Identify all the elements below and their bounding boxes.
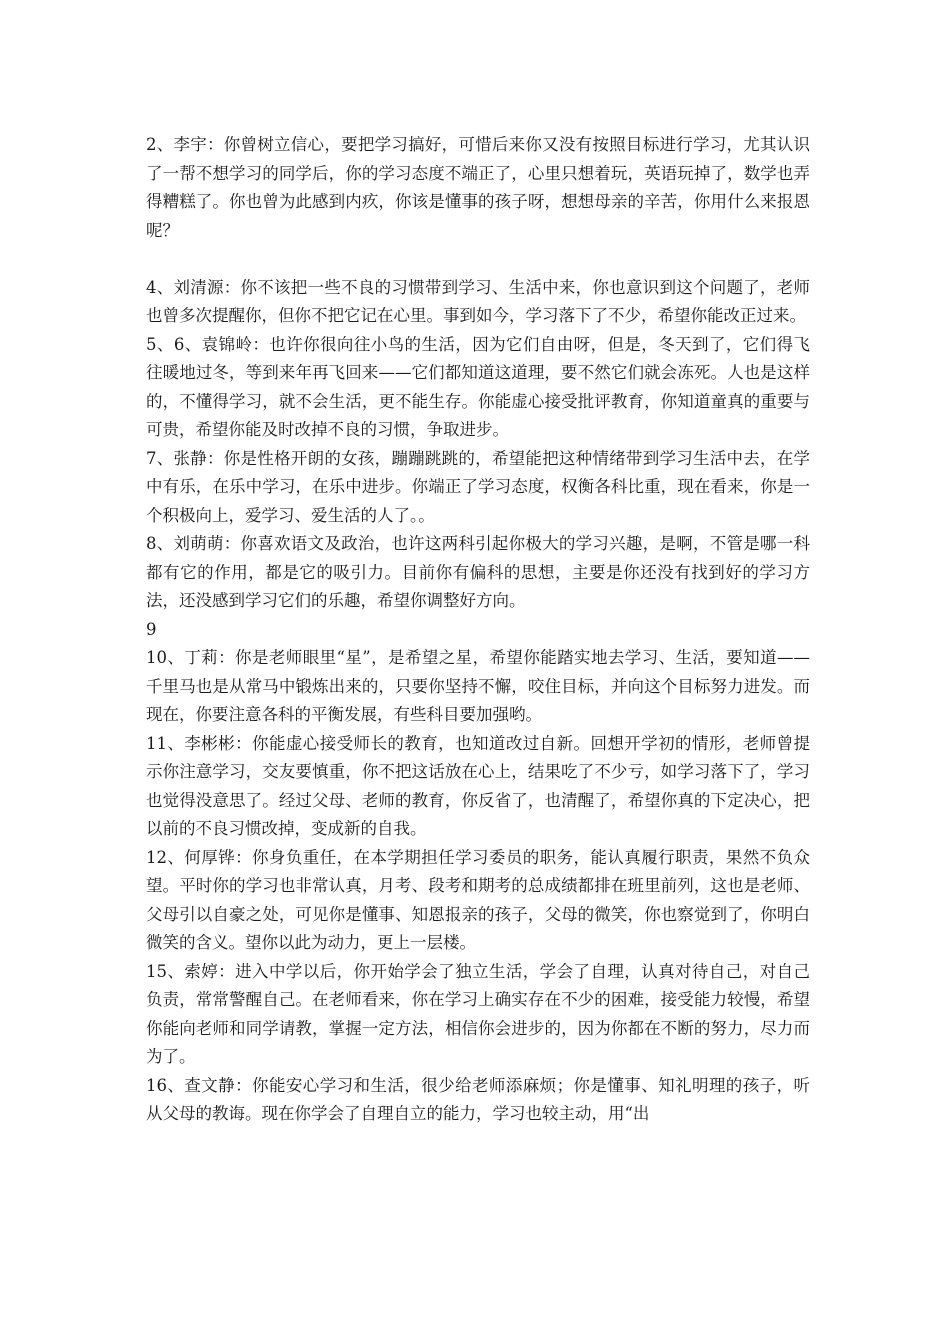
document-body	[146, 131, 810, 1129]
comment-paragraph-4: 4、刘清源：你不该把一些不良的习惯带到学习、生活中来，你也意识到这个问题了，老师也曾多次提醒你，但你不把它记在心里。事到如今，学习落下了不少，希望你能改正过来。	[146, 277, 810, 325]
comment-paragraph-10: 10、丁莉：你是老师眼里“星”，是希望之星，希望你能踏实地去学习、生活，要知道——千里马也是从常马中锻炼出来的，只要你坚持不懈，咬住目标，并向这个目标努力进发。而现在，你要注意各科的平衡发展，有些科目要加强哟。	[146, 648, 810, 724]
comment-paragraph-15: 15、索婷：进入中学以后，你开始学会了独立生活，学会了自理，认真对待自己，对自己负责，常常警醒自己。在老师看来，你在学习上确实存在不少的困难，接受能力较慢，希望你能向老师和同学请教，掌握一定方法，相信你会进步的，因为你都在不断的努力，尽力而为了。	[146, 961, 810, 1066]
comment-paragraph-9: 9	[146, 619, 157, 639]
blank-line	[146, 245, 810, 274]
comment-paragraph-11: 11、李彬彬：你能虚心接受师长的教育，也知道改过自新。回想开学初的情形，老师曾提示你注意学习，交友要慎重，你不把这话放在心上，结果吃了不少亏，如学习落下了，学习也觉得没意思了。经过父母、老师的教育，你反省了，也清醒了，希望你真的下定决心，把以前的不良习惯改掉，变成新的自我。	[146, 733, 810, 838]
comment-paragraph-12: 12、何厚铧：你身负重任，在本学期担任学习委员的职务，能认真履行职责，果然不负众望。平时你的学习也非常认真，月考、段考和期考的总成绩都排在班里前列，这也是老师、父母引以自豪之处，可见你是懂事、知恩报亲的孩子，父母的微笑，你也察觉到了，你明白微笑的含义。望你以此为动力，更上一层楼。	[146, 847, 810, 952]
comment-paragraph-2: 2、李宇：你曾树立信心，要把学习搞好，可惜后来你又没有按照目标进行学习，尤其认识了一帮不想学习的同学后，你的学习态度不端正了，心里只想着玩，英语玩掉了，数学也弄得糟糕了。你也曾为此感到内疚，你该是懂事的孩子呀，想想母亲的辛苦，你用什么来报恩呢？	[146, 135, 810, 240]
comment-paragraph-5-6: 5、6、袁锦岭：也许你很向往小鸟的生活，因为它们自由呀，但是，冬天到了，它们得飞往暖地过冬，等到来年再飞回来——它们都知道这道理，要不然它们就会冻死。人也是这样的，不懂得学习，就不会生活，更不能生存。你能虚心接受批评教育，你知道童真的重要与可贵，希望你能及时改掉不良的习惯，争取进步。	[146, 334, 810, 439]
comment-paragraph-7: 7、张静：你是性格开朗的女孩，蹦蹦跳跳的，希望能把这种情绪带到学习生活中去，在学中有乐，在乐中学习，在乐中进步。你端正了学习态度，权衡各科比重，现在看来，你是一个积极向上，爱学习、爱生活的人了。。	[146, 448, 810, 525]
comment-paragraph-16: 16、查文静：你能安心学习和生活，很少给老师添麻烦；你是懂事、知礼明理的孩子，听从父母的教诲。现在你学会了自理自立的能力，学习也较主动，用“出	[146, 1075, 810, 1123]
comment-paragraph-8: 8、刘萌萌：你喜欢语文及政治，也许这两科引起你极大的学习兴趣，是啊，不管是哪一科都有它的作用，都是它的吸引力。目前你有偏科的思想，主要是你还没有找到好的学习方法，还没感到学习它们的乐趣，希望你调整好方向。	[146, 534, 810, 610]
